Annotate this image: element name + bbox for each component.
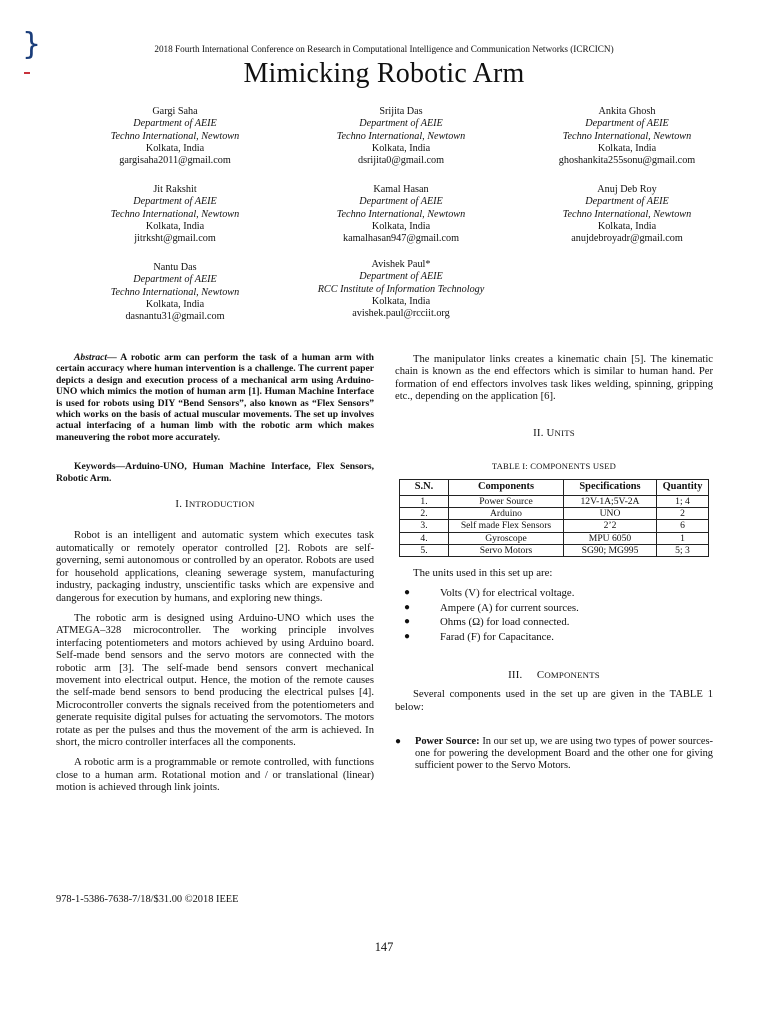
section-numeral: II. xyxy=(533,426,544,439)
list-item xyxy=(395,615,713,630)
power-source-text: In our set up, we are using two types of power sources- one for powering the development Board and the other one for giving sufficient power to the Servo Motors. xyxy=(415,736,713,772)
section-rest: OMPONENTS xyxy=(544,669,600,680)
components-table xyxy=(399,479,709,557)
author-inst: Techno International, Newtown xyxy=(110,286,240,298)
author-email: gargisaha2011@gmail.com xyxy=(119,155,231,167)
author-email: anujdebroyadr@gmail.com xyxy=(571,233,683,245)
author-inst: Techno International, Newtown xyxy=(336,130,466,142)
author-city: Kolkata, India xyxy=(371,220,431,232)
table-cell: 1 xyxy=(657,532,709,544)
section-initial: I xyxy=(185,498,189,511)
table-row xyxy=(400,532,709,544)
author-city: Kolkata, India xyxy=(145,220,205,232)
table-cell: Servo Motors xyxy=(449,545,564,557)
author-dept: Department of AEIE xyxy=(585,118,669,130)
author-city: Kolkata, India xyxy=(371,142,431,154)
conference-header: 2018 Fourth International Conference on Research in Computational Intelligence and Communication Networks (ICRCICN) xyxy=(154,44,614,54)
list-item xyxy=(395,630,713,645)
table-cell: 2 xyxy=(657,508,709,520)
author-dept: Department of AEIE xyxy=(133,118,217,130)
list-item xyxy=(395,586,713,601)
author-block xyxy=(301,184,501,245)
table-row xyxy=(400,508,709,520)
table-cell: SG90; MG995 xyxy=(564,545,657,557)
table-header-row xyxy=(400,480,709,495)
table-cell: 2. xyxy=(400,508,449,520)
abstract xyxy=(56,352,374,443)
author-inst: RCC Institute of Information Technology xyxy=(317,283,485,295)
author-dept: Department of AEIE xyxy=(133,196,217,208)
intro-paragraph: Robot is an intelligent and automatic system which executes task automatically or remotely operator controlled [2]. Robots are self-governing, semi autonomous or controlled by an operator. Robots are used for household applications, cleaning sewerage system, manufacturing industry, packaging industry, unscientific tasks which are expensive and dangerous for execution by humans, and exploring new things. xyxy=(56,530,374,604)
author-name: Nantu Das xyxy=(153,262,197,273)
author-block xyxy=(75,106,275,167)
table-cell: Gyroscope xyxy=(449,532,564,544)
table-cell: 12V-1A;5V-2A xyxy=(564,495,657,507)
page-number: 147 xyxy=(374,940,394,954)
section-heading-components xyxy=(395,669,713,681)
bullet-icon: ● xyxy=(404,601,411,613)
section-heading-introduction xyxy=(56,498,374,510)
table-cell: Arduino xyxy=(449,508,564,520)
author-dept: Department of AEIE xyxy=(359,271,443,283)
author-block xyxy=(301,106,501,167)
kinematic-paragraph: The manipulator links creates a kinematic chain [5]. The kinematic chain is known as the end effectors which is similar to human hand. Per formation of end effectors involves task likes welding, spinning, gripping etc., depending on the application [6]. xyxy=(395,354,713,403)
abstract-label: Abstract xyxy=(74,352,108,363)
power-source-item xyxy=(395,736,713,772)
bullet-icon: ● xyxy=(404,586,411,598)
list-item xyxy=(395,601,713,616)
table-cell: Power Source xyxy=(449,495,564,507)
table-row xyxy=(400,495,709,507)
author-name: Jit Rakshit xyxy=(153,184,197,195)
bullet-icon: ● xyxy=(404,616,411,628)
intro-paragraph: A robotic arm is a programmable or remote controlled, with functions close to a human arm. Rotational motion and / or translational (linear) motion is achieved through link joints. xyxy=(56,757,374,794)
list-item-text: Ampere (A) for current sources. xyxy=(440,601,579,614)
units-intro: The units used in this set up are: xyxy=(413,567,553,580)
power-source-label: Power Source: xyxy=(415,736,480,748)
section-initial: C xyxy=(536,668,545,681)
author-block xyxy=(75,184,275,245)
author-name: Gargi Saha xyxy=(152,106,198,117)
author-name: Kamal Hasan xyxy=(373,184,429,195)
author-block xyxy=(527,106,727,167)
section-numeral: I. xyxy=(175,498,183,511)
list-item-text: Ohms (Ω) for load connected. xyxy=(440,616,570,629)
section-heading-units xyxy=(395,427,713,439)
author-name: Anuj Deb Roy xyxy=(597,184,657,195)
keywords: Keywords—Arduino-UNO, Human Machine Interface, Flex Sensors, Robotic Arm. xyxy=(56,461,374,484)
bullet-icon: ● xyxy=(395,736,402,748)
table-row xyxy=(400,520,709,532)
section-numeral: III. xyxy=(508,668,523,681)
author-inst: Techno International, Newtown xyxy=(562,130,692,142)
table-cell: 6 xyxy=(657,520,709,532)
units-list xyxy=(395,586,713,645)
author-city: Kolkata, India xyxy=(145,298,205,310)
author-email: avishek.paul@rcciit.org xyxy=(352,308,450,320)
brace-logo-icon: } xyxy=(22,27,42,62)
left-column xyxy=(56,352,374,795)
author-block xyxy=(527,184,727,245)
table-cell: MPU 6050 xyxy=(564,532,657,544)
author-email: jitrksht@gmail.com xyxy=(134,233,216,245)
table-cell: UNO xyxy=(564,508,657,520)
table-header-cell: Quantity xyxy=(657,480,709,495)
author-dept: Department of AEIE xyxy=(133,274,217,286)
abstract-text: — A robotic arm can perform the task of a human arm with certain accuracy where human intervention is a challenge. The current paper depicts a design and execution process of a mechanical arm using Arduino-UNO which mimics the motion of human arm [1]. Human Machine Interface is used for robots using DIY “Bend Sensors”, also known as “Flex Sensors” which works on the basis of actual muscular movements. The set up involves actual interfacing of a human limb with the robotic arm which makes maneuvering the robot more accurately. xyxy=(56,352,374,443)
author-name: Avishek Paul* xyxy=(371,259,431,270)
section-rest: NITS xyxy=(554,427,575,438)
section-initial: U xyxy=(546,426,555,439)
table-cell: 5; 3 xyxy=(657,545,709,557)
table-cell: 3. xyxy=(400,520,449,532)
table-cell: 5. xyxy=(400,545,449,557)
list-item-text: Farad (F) for Capacitance. xyxy=(440,631,554,644)
author-email: dasnantu31@gmail.com xyxy=(125,311,225,323)
components-intro: Several components used in the set up are given in the TABLE 1 below: xyxy=(395,689,713,713)
copyright-footer: 978-1-5386-7638-7/18/$31.00 ©2018 IEEE xyxy=(56,894,239,905)
table-header-cell: Specifications xyxy=(564,480,657,495)
table-row xyxy=(400,545,709,557)
author-inst: Techno International, Newtown xyxy=(562,208,692,220)
author-email: ghoshankita255sonu@gmail.com xyxy=(558,155,696,167)
table-header-cell: Components xyxy=(449,480,564,495)
author-city: Kolkata, India xyxy=(597,142,657,154)
author-inst: Techno International, Newtown xyxy=(336,208,466,220)
author-city: Kolkata, India xyxy=(371,295,431,307)
list-item-text: Volts (V) for electrical voltage. xyxy=(440,586,575,599)
author-dept: Department of AEIE xyxy=(359,196,443,208)
author-inst: Techno International, Newtown xyxy=(110,130,240,142)
author-dept: Department of AEIE xyxy=(359,118,443,130)
table-cell: 1. xyxy=(400,495,449,507)
author-inst: Techno International, Newtown xyxy=(110,208,240,220)
author-city: Kolkata, India xyxy=(597,220,657,232)
bullet-icon: ● xyxy=(404,631,411,643)
intro-paragraph: The robotic arm is designed using Arduino-UNO which uses the ATMEGA–328 microcontroller. The working principle involves interfacing potentiometers and motors achieved by using Arduino board. Self-made bend sensors and the servo motors are connected with the robotic arm [3]. The self-made bend sensors convert mechanical movement into electrical output. Hence, the motion of the remote causes the self-made bend sensors to bend producing the electrical pulses [4]. Microcontroller converts the signals received from the potentiometers and generate requisite digital pulses for actuating the servomotors. The motors rotate as per the pulses and thus the movement of the arm is achieved. In short, the micro controller interfaces all the components. xyxy=(56,612,374,748)
author-block xyxy=(75,262,275,323)
table-cell: 4. xyxy=(400,532,449,544)
author-email: dsrijita0@gmail.com xyxy=(357,155,445,167)
author-block xyxy=(286,259,516,320)
author-email: kamalhasan947@gmail.com xyxy=(342,233,460,245)
author-name: Srijita Das xyxy=(379,106,423,117)
right-column xyxy=(395,354,713,772)
paper-title: Mimicking Robotic Arm xyxy=(243,58,525,89)
author-name: Ankita Ghosh xyxy=(598,106,656,117)
table-cell: Self made Flex Sensors xyxy=(449,520,564,532)
author-city: Kolkata, India xyxy=(145,142,205,154)
author-dept: Department of AEIE xyxy=(585,196,669,208)
table-caption: TABLE I: COMPONENTS USED xyxy=(491,461,617,472)
table-cell: 1; 4 xyxy=(657,495,709,507)
section-rest: NTRODUCTION xyxy=(188,499,255,510)
table-cell: 2’2 xyxy=(564,520,657,532)
table-header-cell: S.N. xyxy=(400,480,449,495)
